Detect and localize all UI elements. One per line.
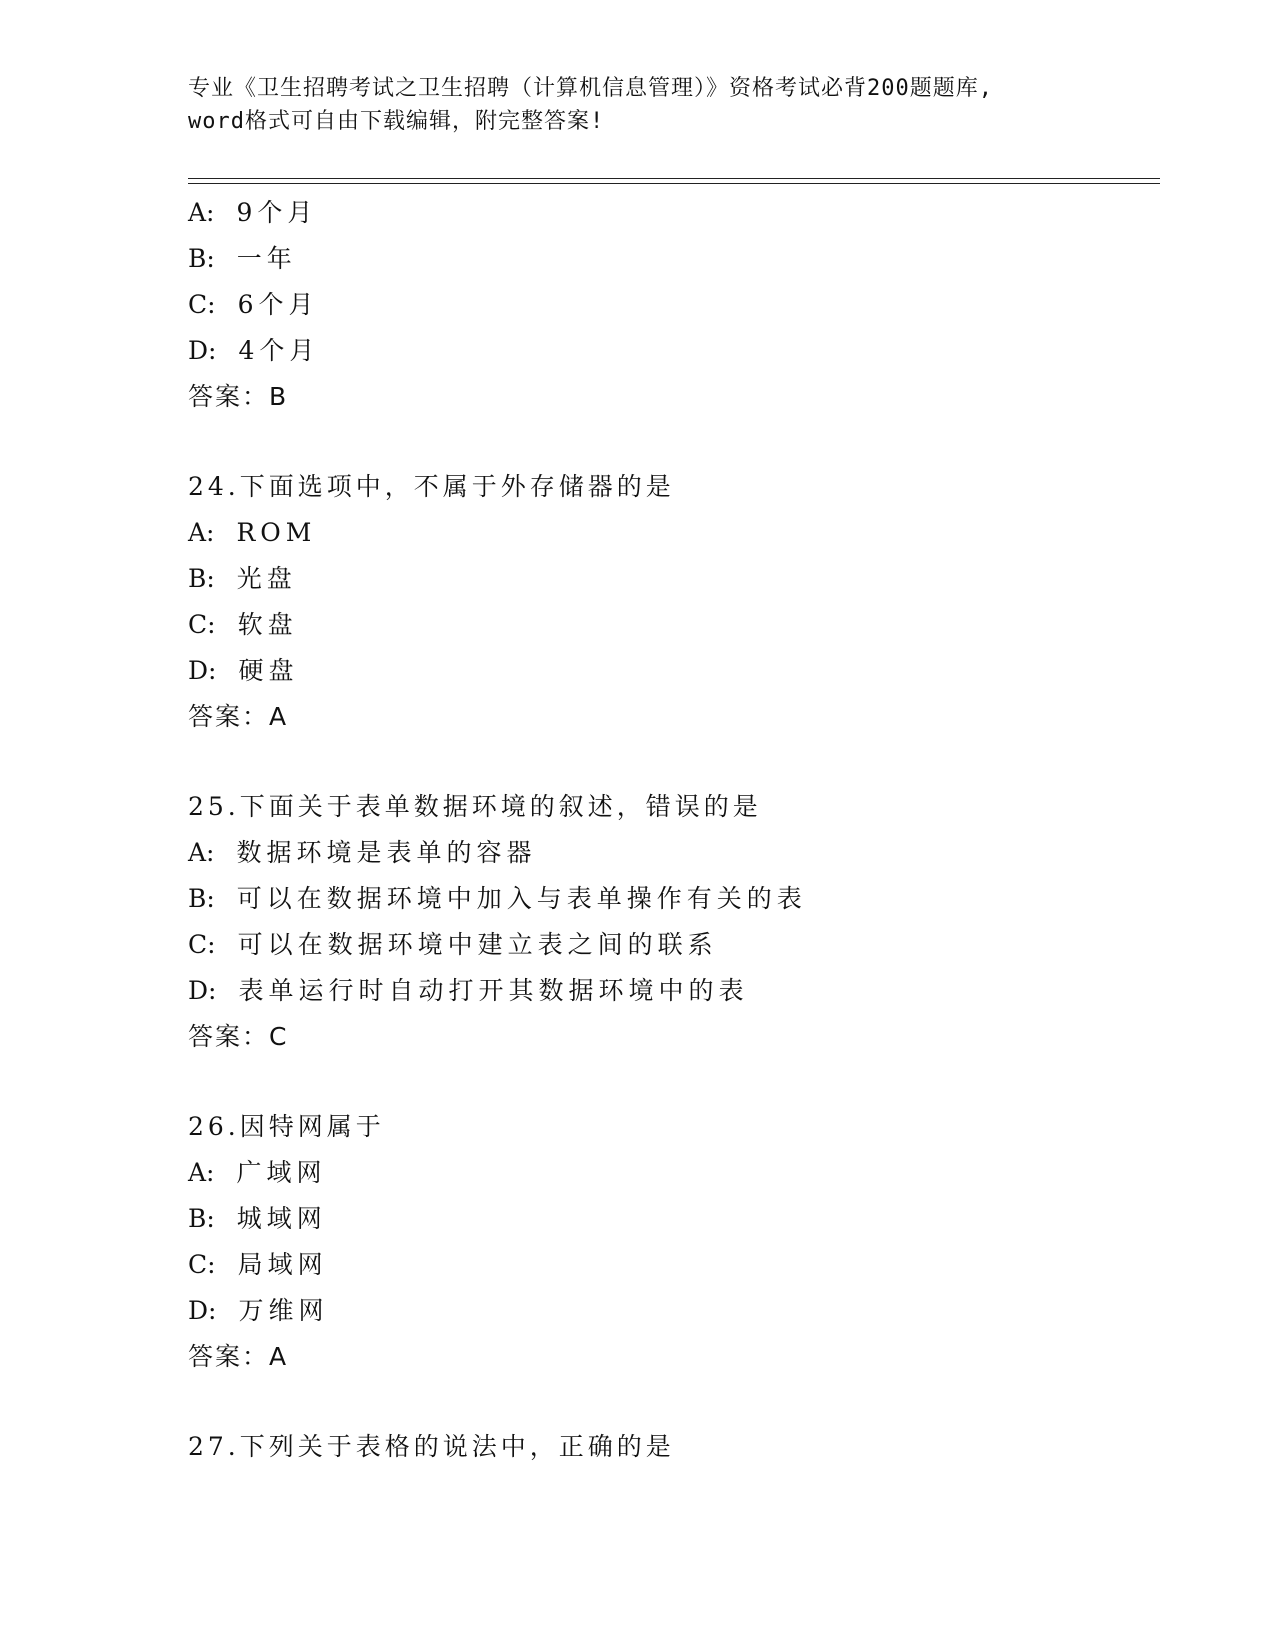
option-label: B: bbox=[188, 884, 215, 913]
option-d bbox=[188, 1288, 1148, 1334]
option-label: A: bbox=[188, 518, 215, 547]
question-block bbox=[188, 1104, 1148, 1380]
option-d bbox=[188, 648, 1148, 694]
question-text: 24.下面选项中，不属于外存储器的是 bbox=[188, 472, 675, 501]
option-text: 城域网 bbox=[236, 1204, 327, 1233]
question-text: 25.下面关于表单数据环境的叙述，错误的是 bbox=[188, 792, 762, 821]
option-d bbox=[188, 968, 1148, 1014]
option-label: C: bbox=[188, 1250, 216, 1279]
option-text: 表单运行时自动打开其数据环境中的表 bbox=[238, 976, 749, 1005]
option-a bbox=[188, 1150, 1148, 1196]
option-text: 可以在数据环境中加入与表单操作有关的表 bbox=[236, 884, 807, 913]
header-line-1: 专业《卫生招聘考试之卫生招聘（计算机信息管理）》资格考试必背200题题库, bbox=[188, 76, 993, 101]
option-text: 光盘 bbox=[236, 564, 297, 593]
option-label: A: bbox=[188, 198, 215, 227]
question-text: 26.因特网属于 bbox=[188, 1112, 385, 1141]
question-block bbox=[188, 190, 1148, 420]
option-label: D: bbox=[188, 656, 217, 685]
option-text: 广域网 bbox=[236, 1158, 327, 1187]
option-text: 软盘 bbox=[237, 610, 298, 639]
question-text: 27.下列关于表格的说法中，正确的是 bbox=[188, 1432, 675, 1461]
page-header bbox=[188, 72, 1148, 138]
answer-line: 答案：C bbox=[188, 1022, 289, 1051]
option-text: 9个月 bbox=[236, 198, 318, 227]
option-label: D: bbox=[188, 976, 217, 1005]
question-block bbox=[188, 1424, 1148, 1470]
option-text: 一年 bbox=[236, 244, 297, 273]
option-text: 数据环境是表单的容器 bbox=[236, 838, 537, 867]
question-block bbox=[188, 784, 1148, 1060]
option-a bbox=[188, 190, 1148, 236]
option-b bbox=[188, 876, 1148, 922]
option-label: C: bbox=[188, 290, 216, 319]
option-label: B: bbox=[188, 564, 215, 593]
option-d bbox=[188, 328, 1148, 374]
option-text: 可以在数据环境中建立表之间的联系 bbox=[237, 930, 718, 959]
header-line-2: word格式可自由下载编辑，附完整答案! bbox=[188, 109, 605, 134]
option-text: 硬盘 bbox=[238, 656, 299, 685]
option-b bbox=[188, 236, 1148, 282]
question-block bbox=[188, 464, 1148, 740]
answer-line: 答案：A bbox=[188, 1342, 289, 1371]
option-c bbox=[188, 602, 1148, 648]
option-label: B: bbox=[188, 244, 215, 273]
answer-line: 答案：B bbox=[188, 382, 289, 411]
option-text: 4个月 bbox=[238, 336, 320, 365]
header-divider-top bbox=[188, 178, 1160, 179]
option-c bbox=[188, 282, 1148, 328]
option-label: D: bbox=[188, 336, 217, 365]
option-label: D: bbox=[188, 1296, 217, 1325]
option-text: ROM bbox=[236, 518, 317, 547]
header-divider-bottom bbox=[188, 183, 1160, 184]
option-label: C: bbox=[188, 930, 216, 959]
option-a bbox=[188, 830, 1148, 876]
option-text: 万维网 bbox=[238, 1296, 329, 1325]
answer-line: 答案：A bbox=[188, 702, 289, 731]
option-a bbox=[188, 510, 1148, 556]
option-label: B: bbox=[188, 1204, 215, 1233]
option-b bbox=[188, 556, 1148, 602]
option-label: C: bbox=[188, 610, 216, 639]
option-c bbox=[188, 1242, 1148, 1288]
option-label: A: bbox=[188, 1158, 215, 1187]
option-text: 局域网 bbox=[237, 1250, 328, 1279]
option-b bbox=[188, 1196, 1148, 1242]
option-text: 6个月 bbox=[237, 290, 319, 319]
question-list bbox=[188, 190, 1148, 1470]
option-label: A: bbox=[188, 838, 215, 867]
option-c bbox=[188, 922, 1148, 968]
